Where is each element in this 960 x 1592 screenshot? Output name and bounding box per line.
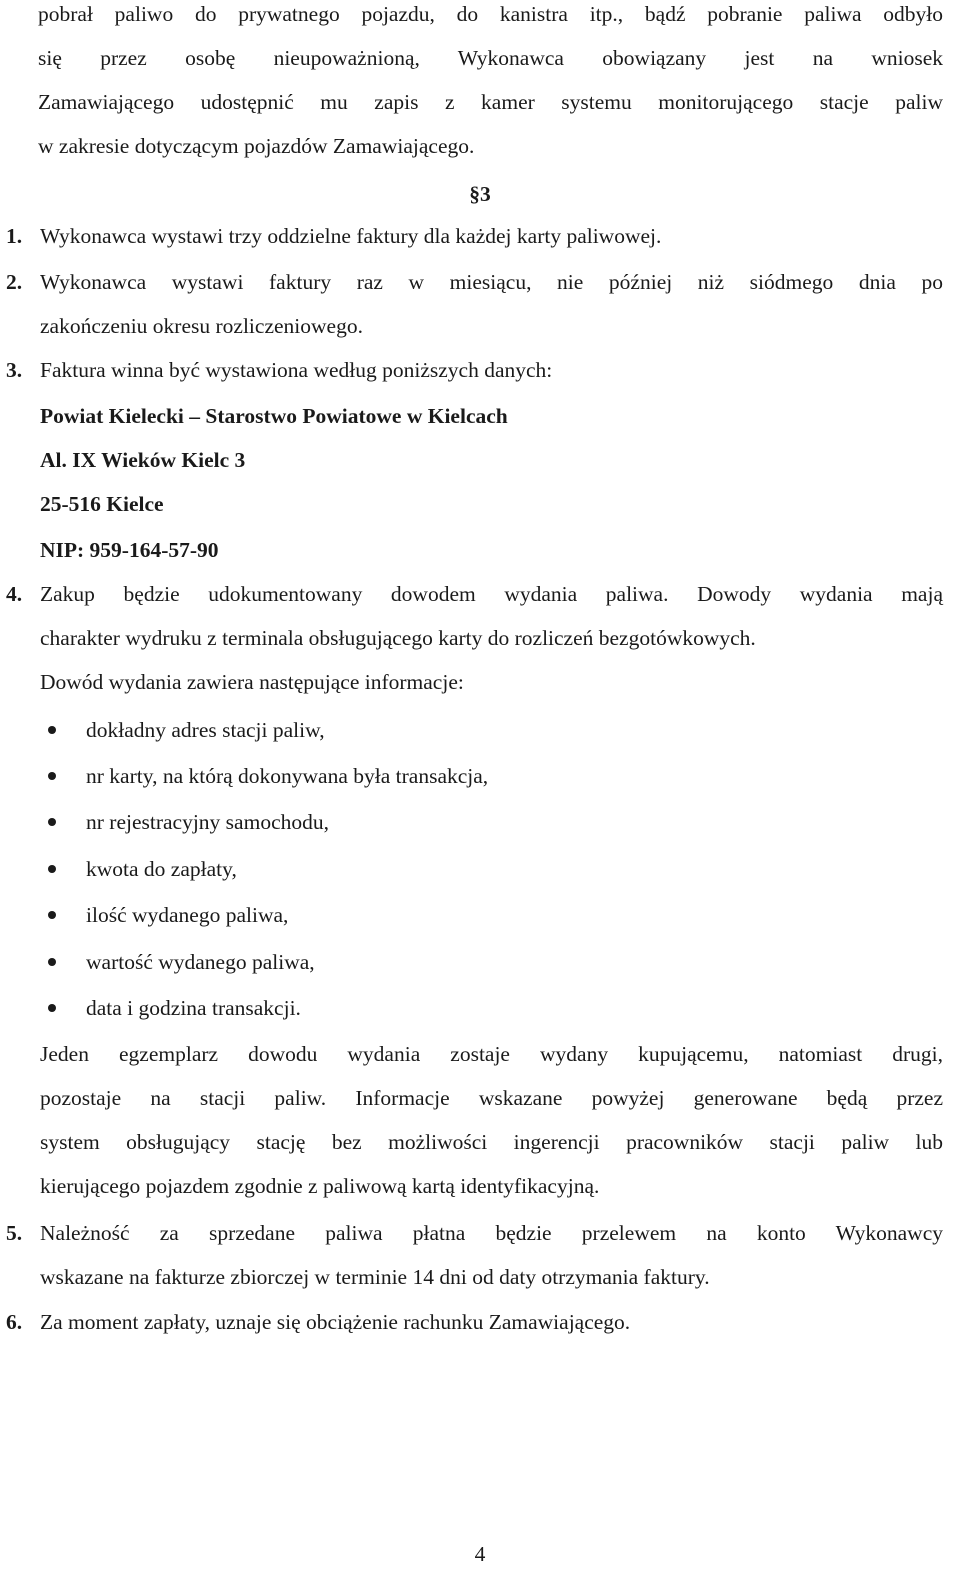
item-text: zakończeniu okresu rozliczeniowego. — [40, 314, 363, 338]
item-text: Faktura winna być wystawiona według poniższych danych: — [40, 358, 553, 382]
bullet-text: kwota do zapłaty, — [86, 857, 237, 881]
item-text: Za moment zapłaty, uznaje się obciążenie rachunku Zamawiającego. — [40, 1310, 631, 1334]
item-number: 6. — [6, 1310, 23, 1334]
item-text: Wykonawca wystawi faktury raz w miesiącu, nie później niż siódmego dnia po — [40, 270, 943, 294]
item-text: charakter wydruku z terminala obsługującego karty do rozliczeń bezgotówkowych. — [40, 626, 756, 650]
address-line: Al. IX Wieków Kielc 3 — [40, 448, 246, 472]
bullet-icon — [48, 726, 56, 734]
item-text: system obsługujący stację bez możliwości ingerencji pracowników stacji paliw lub — [40, 1130, 943, 1154]
bullet-icon — [48, 865, 56, 873]
item-text: Jeden egzemplarz dowodu wydania zostaje wydany kupującemu, natomiast drugi, — [40, 1042, 943, 1066]
intro-line: się przez osobę nieupoważnioną, Wykonawca obowiązany jest na wniosek — [38, 46, 943, 70]
section-heading: §3 — [469, 182, 491, 206]
item-text: Zakup będzie udokumentowany dowodem wydania paliwa. Dowody wydania mają — [40, 582, 943, 606]
bullet-text: ilość wydanego paliwa, — [86, 903, 289, 927]
address-line: Powiat Kielecki – Starostwo Powiatowe w Kielcach — [40, 404, 508, 428]
intro-paragraph — [38, 0, 943, 168]
item-number: 1. — [6, 224, 23, 248]
item-number: 3. — [6, 358, 23, 382]
bullet-icon — [48, 1004, 56, 1012]
bullet-text: nr rejestracyjny samochodu, — [86, 810, 329, 834]
item-text: pozostaje na stacji paliw. Informacje wskazane powyżej generowane będą przez — [40, 1086, 943, 1110]
address-line: NIP: 959-164-57-90 — [40, 538, 219, 562]
page-number: 4 — [474, 1542, 486, 1566]
bullet-icon — [48, 772, 56, 780]
bullet-text: nr karty, na którą dokonywana była transakcja, — [86, 764, 489, 788]
bullet-icon — [48, 818, 56, 826]
item-number: 2. — [6, 270, 23, 294]
bullet-text: wartość wydanego paliwa, — [86, 950, 315, 974]
item-number: 4. — [6, 582, 23, 606]
address-line: 25-516 Kielce — [40, 492, 164, 516]
intro-line: pobrał paliwo do prywatnego pojazdu, do kanistra itp., bądź pobranie paliwa odbyło — [38, 2, 943, 26]
bullet-text: data i godzina transakcji. — [86, 996, 301, 1020]
item-text: kierującego pojazdem zgodnie z paliwową kartą identyfikacyjną. — [40, 1174, 600, 1198]
item-text: Wykonawca wystawi trzy oddzielne faktury dla każdej karty paliwowej. — [40, 224, 662, 248]
item-number: 5. — [6, 1221, 23, 1245]
bullet-icon — [48, 958, 56, 966]
item-text: wskazane na fakturze zbiorczej w terminie 14 dni od daty otrzymania faktury. — [40, 1265, 710, 1289]
bullet-text: dokładny adres stacji paliw, — [86, 718, 325, 742]
intro-line: Zamawiającego udostępnić mu zapis z kamer systemu monitorującego stacje paliw — [38, 90, 943, 114]
item-text: Należność za sprzedane paliwa płatna będzie przelewem na konto Wykonawcy — [40, 1221, 943, 1245]
item-text: Dowód wydania zawiera następujące informacje: — [40, 670, 464, 694]
bullet-icon — [48, 911, 56, 919]
intro-line: w zakresie dotyczącym pojazdów Zamawiającego. — [38, 134, 475, 158]
